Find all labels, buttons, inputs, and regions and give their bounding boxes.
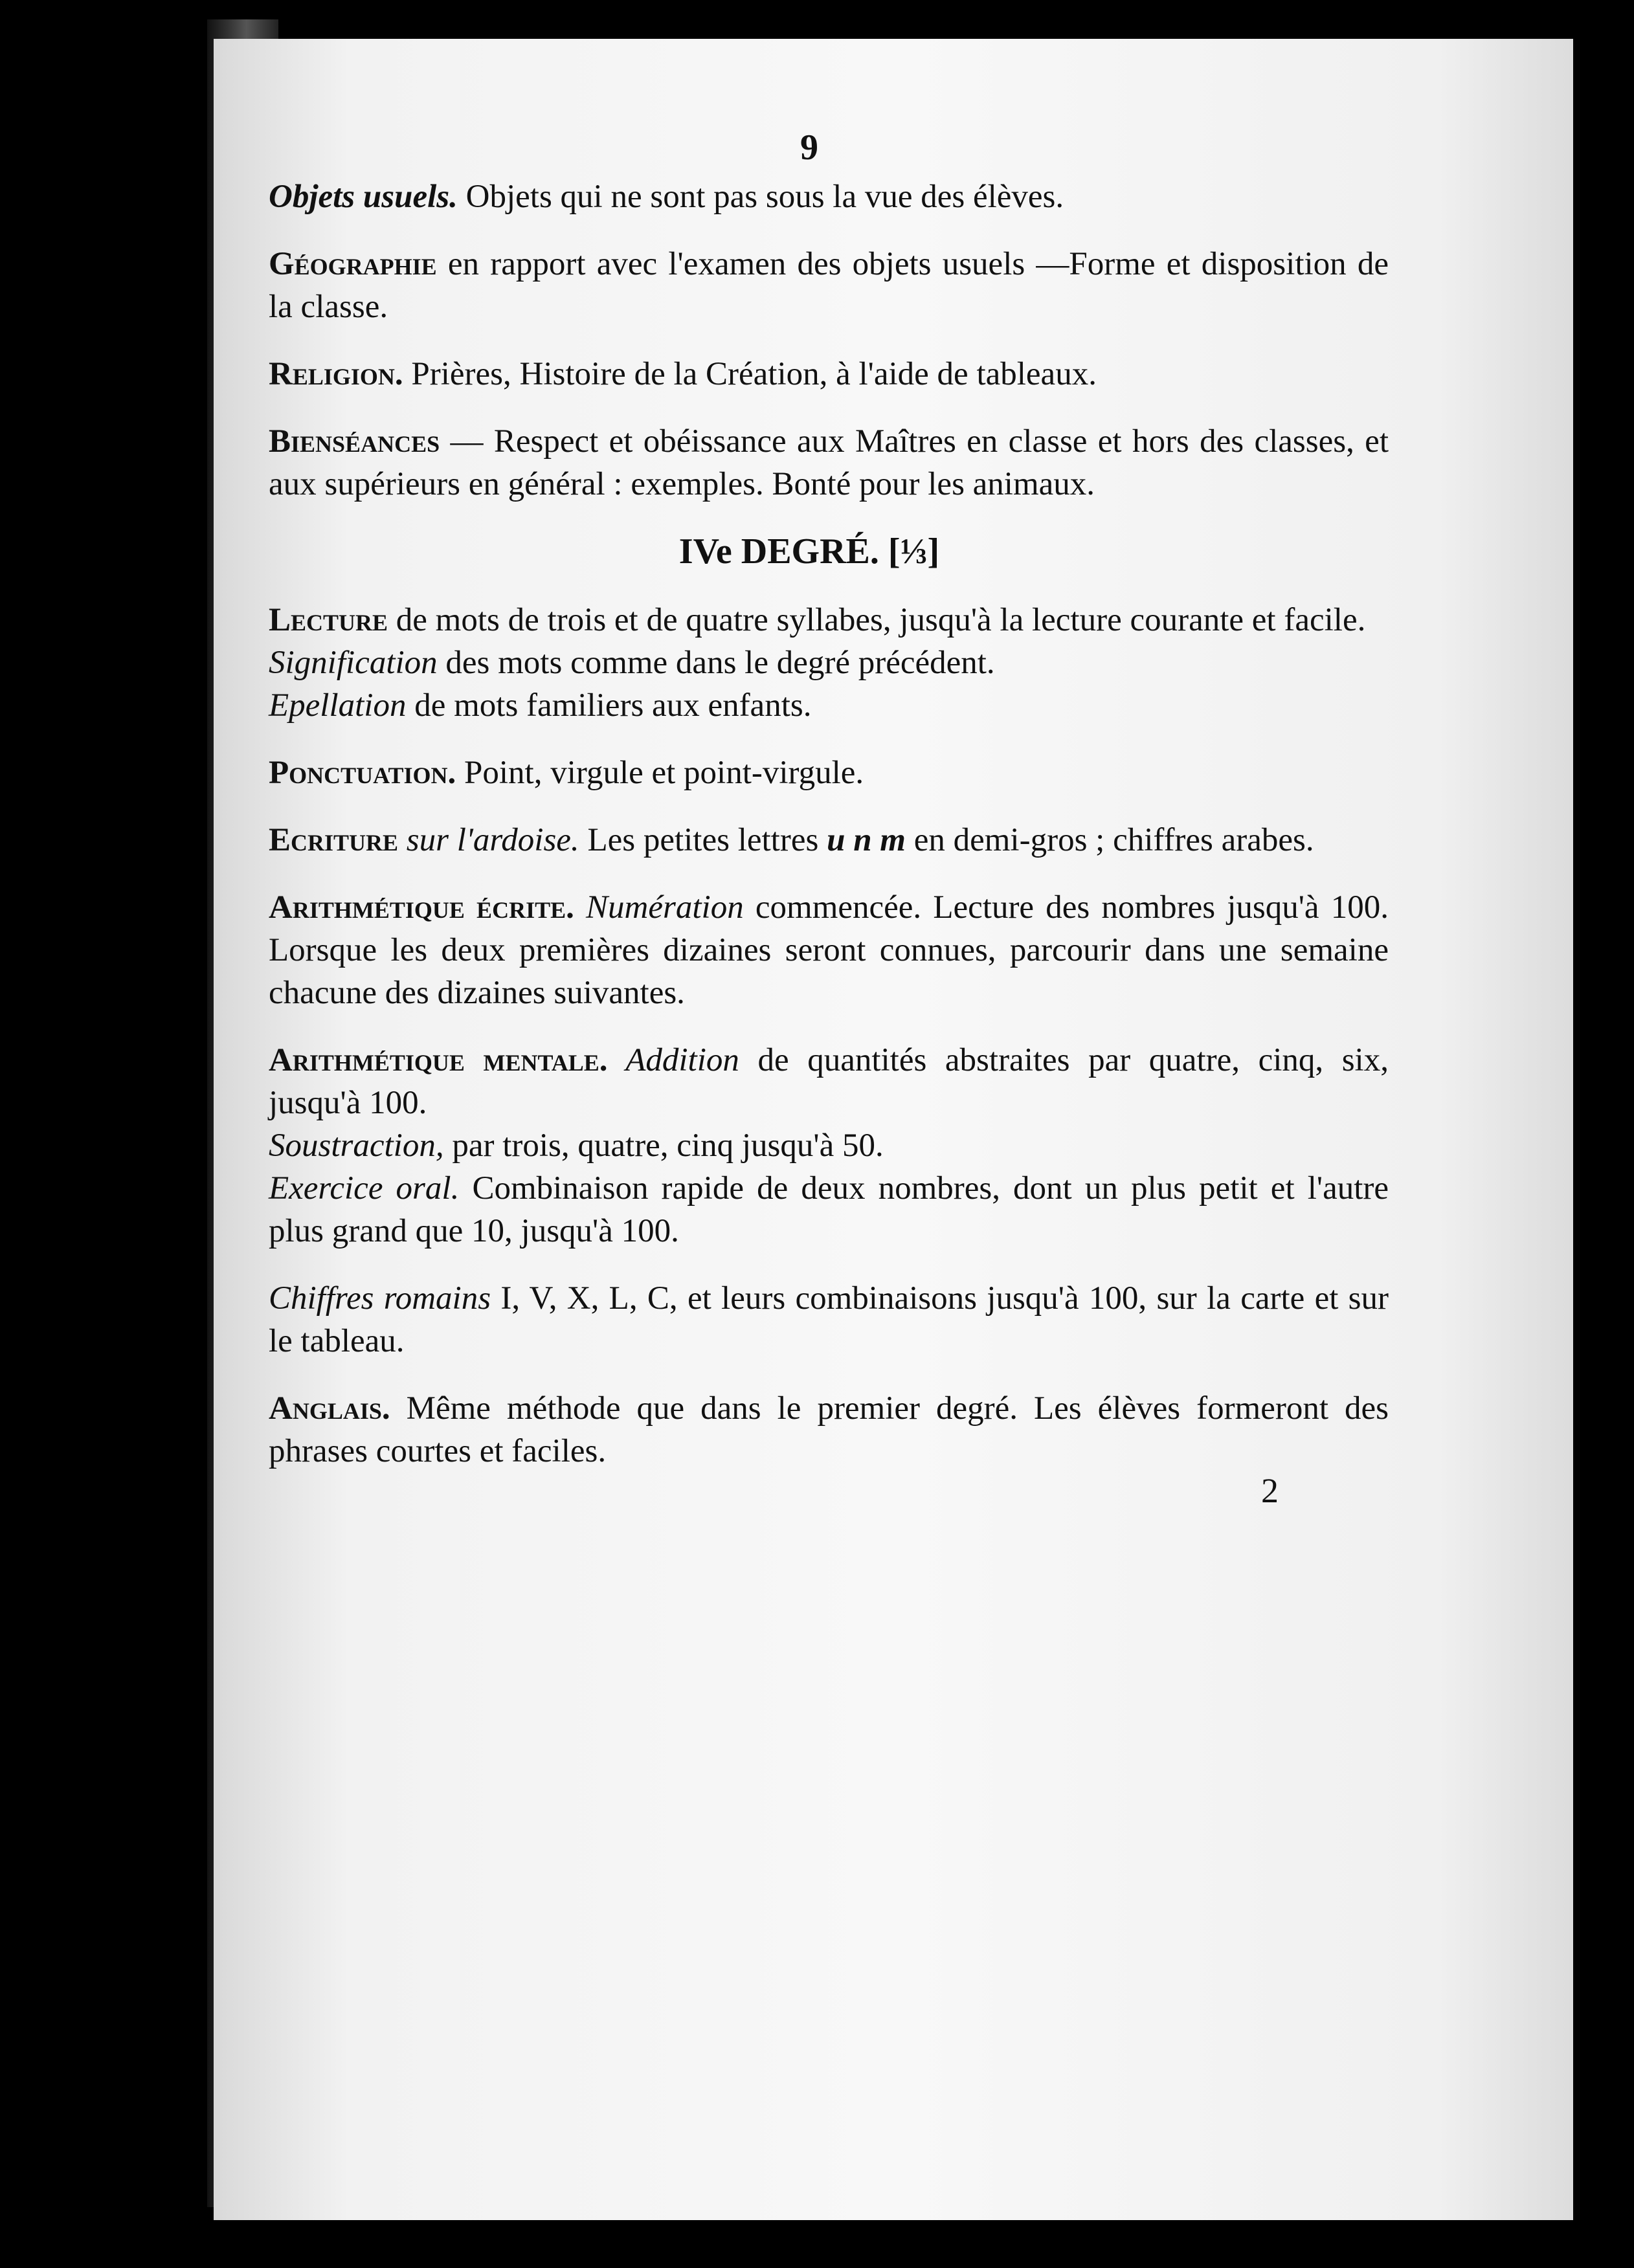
text-bienseances: — Respect et obéissance aux Maîtres en classe et hors des classes, et aux supérieurs en général : exemples. Bonté pour les animaux. xyxy=(269,423,1389,502)
paragraph-arith-mentale xyxy=(230,1039,1389,1124)
paragraph-bienseances xyxy=(230,420,1389,506)
label-arith-ecrite: Arithmétique écrite. xyxy=(269,889,574,926)
text-ecriture-1: Les petites lettres xyxy=(579,822,827,858)
paragraph-chiffres xyxy=(230,1277,1389,1362)
label-signification: Signification xyxy=(269,645,438,681)
text-ecriture-2: en demi-gros ; chiffres arabes. xyxy=(905,822,1314,858)
label-ecriture-italic: sur l'ardoise. xyxy=(398,822,579,858)
scan-background xyxy=(0,0,194,2268)
text-ponctuation: Point, virgule et point-virgule. xyxy=(456,755,864,791)
paragraph-objets xyxy=(230,175,1389,218)
paragraph-soustraction xyxy=(230,1124,1389,1167)
text-objets: Objets qui ne sont pas sous la vue des élèves. xyxy=(457,179,1064,215)
text-arith-mentale: de quantités abstraites par quatre, cinq, six, jusqu'à 100. xyxy=(269,1042,1389,1121)
label-soustraction: Soustraction, xyxy=(269,1128,444,1164)
paragraph-ecriture xyxy=(230,819,1389,862)
paragraph-exercice xyxy=(230,1167,1389,1252)
label-ecriture: Ecriture xyxy=(269,822,399,858)
label-epellation: Epellation xyxy=(269,687,407,724)
label-anglais: Anglais. xyxy=(269,1390,390,1427)
label-chiffres: Chiffres romains xyxy=(269,1280,491,1317)
text-arith-ecrite: commencée. Lecture des nombres jusqu'à 100. Lorsque les deux premières dizaines seront connues, parcourir dans une semaine chacune des dizaines suivantes. xyxy=(269,889,1389,1011)
letters-unm: u n m xyxy=(827,822,906,858)
signature-mark: 2 xyxy=(1261,1471,1279,1510)
page-text xyxy=(230,126,1389,1512)
text-lecture: de mots de trois et de quatre syllabes, jusqu'à la lecture courante et facile. xyxy=(388,602,1366,638)
label-ponctuation: Ponctuation. xyxy=(269,755,456,791)
label-bienseances: Bienséances xyxy=(269,423,440,460)
label-geographie: Géographie xyxy=(269,246,437,282)
label-religion: Religion. xyxy=(269,356,403,392)
label-objets: Objets usuels. xyxy=(269,179,458,215)
text-anglais: Même méthode que dans le premier degré. Les élèves formeront des phrases courtes et faciles. xyxy=(269,1390,1389,1469)
paragraph-religion xyxy=(230,353,1389,395)
paragraph-ponctuation xyxy=(230,751,1389,794)
paragraph-arith-ecrite xyxy=(230,886,1389,1014)
label-addition: Addition xyxy=(607,1042,739,1078)
label-exercice: Exercice oral. xyxy=(269,1170,460,1206)
text-chiffres: I, V, X, L, C, et leurs combinaisons jusqu'à 100, sur la carte et sur le tableau. xyxy=(269,1280,1389,1359)
paragraph-geographie xyxy=(230,243,1389,328)
text-epellation: de mots familiers aux enfants. xyxy=(406,687,812,724)
label-numeration: Numération xyxy=(574,889,744,926)
paragraph-lecture xyxy=(230,599,1389,641)
text-soustraction: par trois, quatre, cinq jusqu'à 50. xyxy=(443,1128,884,1164)
text-religion: Prières, Histoire de la Création, à l'aide de tableaux. xyxy=(403,356,1097,392)
paragraph-epellation xyxy=(230,684,1389,727)
label-lecture: Lecture xyxy=(269,602,388,638)
paragraph-signification xyxy=(230,641,1389,684)
text-signification: des mots comme dans le degré précédent. xyxy=(437,645,995,681)
paragraph-anglais xyxy=(230,1387,1389,1473)
text-exercice: Combinaison rapide de deux nombres, dont un plus petit et l'autre plus grand que 10, jusqu'à 100. xyxy=(269,1170,1389,1249)
section-heading: IVe DEGRÉ. [⅓] xyxy=(678,531,940,572)
text-geographie: en rapport avec l'examen des objets usuels —Forme et disposition de la classe. xyxy=(269,246,1389,325)
label-arith-mentale: Arithmétique mentale. xyxy=(269,1042,608,1078)
page-number: 9 xyxy=(800,128,818,168)
